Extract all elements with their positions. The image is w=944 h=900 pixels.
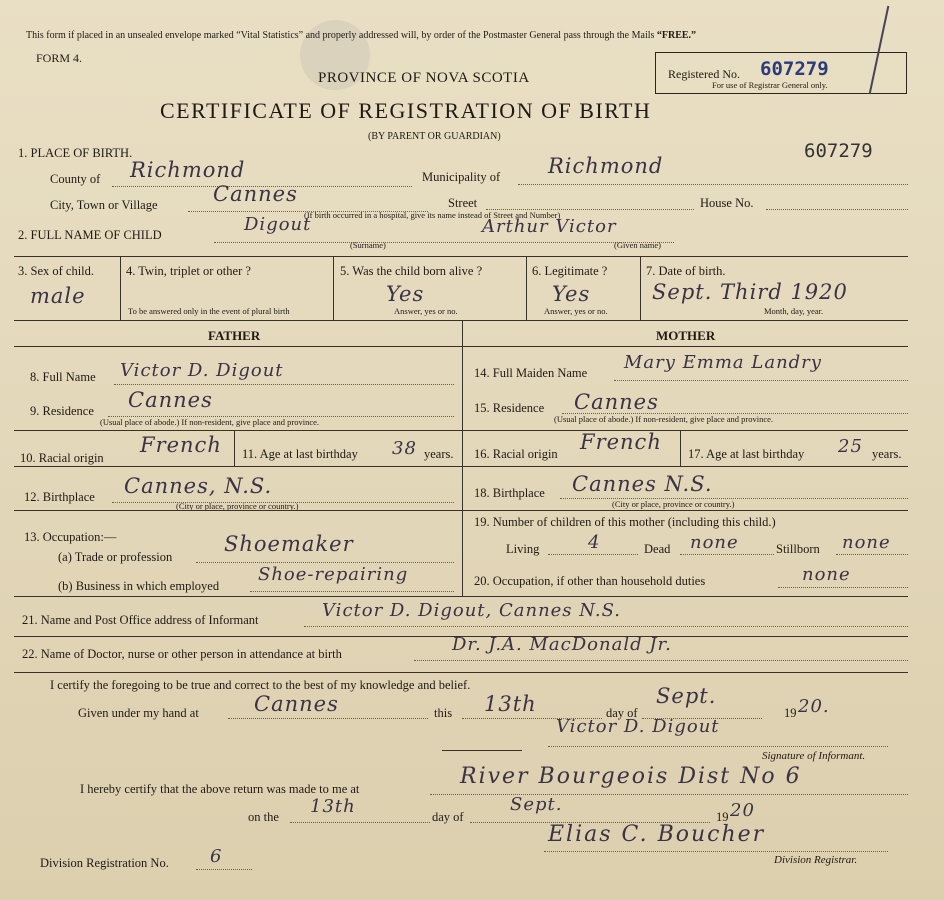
- living-label: Living: [506, 542, 540, 556]
- registered-number: 607279: [760, 58, 829, 80]
- doctor-label: 22. Name of Doctor, nurse or other person in attendance at birth: [22, 647, 342, 661]
- sex-value: male: [30, 284, 86, 308]
- legit-value: Yes: [552, 282, 591, 306]
- on-year-value: 20: [730, 800, 755, 821]
- doctor-value: Dr. J.A. MacDonald Jr.: [452, 634, 672, 655]
- municipality-value: Richmond: [548, 154, 664, 178]
- alive-note: Answer, yes or no.: [394, 306, 458, 316]
- stillborn-value: none: [842, 532, 891, 553]
- mother-birthplace-label: 18. Birthplace: [474, 486, 545, 500]
- certify-statement: I certify the foregoing to be true and correct to the best of my knowledge and belief.: [50, 678, 471, 692]
- father-birthplace: Cannes, N.S.: [124, 474, 273, 498]
- dead-label: Dead: [644, 542, 671, 556]
- mother-occupation-label: 20. Occupation, if other than household duties: [474, 574, 706, 588]
- father-name-label: 8. Full Name: [30, 370, 96, 384]
- province-heading: PROVINCE OF NOVA SCOTIA: [318, 70, 530, 86]
- father-racial: French: [140, 433, 222, 457]
- registrar-signature: Elias C. Boucher: [548, 822, 766, 847]
- mother-age-label: 17. Age at last birthday: [688, 447, 805, 461]
- mother-racial: French: [580, 430, 662, 454]
- given-label: Given under my hand at: [78, 706, 199, 720]
- father-business-label: (b) Business in which employed: [58, 579, 220, 593]
- registered-label: Registered No.: [668, 67, 740, 81]
- mother-age: 25: [838, 436, 863, 457]
- county-label: County of: [50, 172, 101, 186]
- living-value: 4: [588, 532, 601, 553]
- day-value: 13th: [484, 692, 537, 716]
- this-label: this: [434, 706, 453, 720]
- mother-residence-label: 15. Residence: [474, 401, 545, 415]
- on-month-value: Sept.: [510, 794, 563, 815]
- stillborn-label: Stillborn: [776, 542, 820, 556]
- surname-caption: (Surname): [350, 240, 386, 250]
- page-subtitle: (BY PARENT OR GUARDIAN): [368, 131, 501, 142]
- return-place: River Bourgeois Dist No 6: [460, 764, 802, 789]
- year-value: 20.: [798, 696, 830, 717]
- father-birthplace-note: (City or place, province or country.): [176, 501, 299, 511]
- father-years: years.: [424, 447, 454, 461]
- municipality-label: Municipality of: [422, 170, 501, 184]
- alive-label: 5. Was the child born alive ?: [340, 264, 483, 278]
- children-label: 19. Number of children of this mother (including this child.): [474, 515, 776, 529]
- father-heading: FATHER: [208, 328, 261, 343]
- hospital-note: (If birth occurred in a hospital, give its name instead of Street and Number): [304, 210, 561, 220]
- mother-abode-note: (Usual place of abode.) If non-resident, give place and province.: [554, 414, 774, 424]
- sex-label: 3. Sex of child.: [18, 264, 95, 278]
- father-racial-label: 10. Racial origin: [20, 451, 104, 465]
- division-number: 6: [210, 846, 223, 867]
- father-birthplace-label: 12. Birthplace: [24, 490, 95, 504]
- alive-value: Yes: [386, 282, 425, 306]
- mother-years: years.: [872, 447, 902, 461]
- form-number: FORM 4.: [36, 51, 83, 65]
- division-label: Division Registration No.: [40, 856, 169, 870]
- child-surname: Digout: [244, 214, 312, 235]
- street-label: Street: [448, 196, 478, 210]
- twin-note: To be answered only in the event of plural birth: [128, 306, 290, 316]
- father-residence-label: 9. Residence: [30, 404, 94, 418]
- dob-label: 7. Date of birth.: [646, 264, 726, 278]
- father-business: Shoe-repairing: [258, 564, 409, 585]
- mother-residence: Cannes: [574, 390, 659, 414]
- father-age-label: 11. Age at last birthday: [242, 447, 358, 461]
- place-of-birth-label: 1. PLACE OF BIRTH.: [18, 146, 133, 160]
- dob-note: Month, day, year.: [764, 306, 824, 316]
- legit-label: 6. Legitimate ?: [532, 264, 608, 278]
- city-label: City, Town or Village: [50, 198, 158, 212]
- registrar-use-note: For use of Registrar General only.: [712, 80, 828, 90]
- informant-signature-caption: Signature of Informant.: [762, 750, 866, 762]
- twin-label: 4. Twin, triplet or other ?: [126, 264, 251, 278]
- year-prefix: 19: [784, 706, 797, 720]
- father-age: 38: [392, 438, 417, 459]
- page-title: CERTIFICATE OF REGISTRATION OF BIRTH: [160, 98, 652, 123]
- informant-label: 21. Name and Post Office address of Informant: [22, 613, 259, 627]
- mother-racial-label: 16. Racial origin: [474, 447, 558, 461]
- father-name: Victor D. Digout: [120, 360, 284, 381]
- father-trade: Shoemaker: [224, 532, 354, 556]
- father-residence: Cannes: [128, 388, 213, 412]
- month-value: Sept.: [656, 684, 717, 708]
- given-place: Cannes: [254, 692, 339, 716]
- stamped-number: 607279: [804, 140, 873, 162]
- city-value: Cannes: [213, 182, 298, 206]
- mother-occupation: none: [802, 564, 851, 585]
- return-label: I hereby certify that the above return was made to me at: [80, 782, 360, 796]
- house-label: House No.: [700, 196, 754, 210]
- mother-name-label: 14. Full Maiden Name: [474, 366, 588, 380]
- child-name-label: 2. FULL NAME OF CHILD: [18, 228, 162, 242]
- mother-name: Mary Emma Landry: [624, 352, 822, 373]
- postal-notice: This form if placed in an unsealed envelope marked “Vital Statistics” and properly addressed will, by order of the Postmaster General pass through the Mails “FREE.”: [26, 30, 697, 41]
- county-value: Richmond: [130, 158, 246, 182]
- child-given-name: Arthur Victor: [482, 216, 617, 237]
- mother-birthplace-note: (City or place, province or country.): [612, 499, 735, 509]
- day-of-label: day of: [606, 706, 638, 720]
- dead-value: none: [690, 532, 739, 553]
- father-occupation-label: 13. Occupation:—: [24, 530, 117, 544]
- given-caption: (Given name): [614, 240, 661, 250]
- registrar-caption: Division Registrar.: [774, 854, 858, 866]
- on-day-of-label: day of: [432, 810, 464, 824]
- father-abode-note: (Usual place of abode.) If non-resident, give place and province.: [100, 417, 320, 427]
- mother-birthplace: Cannes N.S.: [572, 472, 713, 496]
- on-year-prefix: 19: [716, 810, 729, 824]
- father-trade-label: (a) Trade or profession: [58, 550, 173, 564]
- on-the-label: on the: [248, 810, 279, 824]
- informant-value: Victor D. Digout, Cannes N.S.: [322, 600, 621, 621]
- on-day-value: 13th: [310, 796, 356, 817]
- informant-signature: Victor D. Digout: [556, 716, 720, 737]
- legit-note: Answer, yes or no.: [544, 306, 608, 316]
- dob-value: Sept. Third 1920: [652, 280, 848, 304]
- mother-heading: MOTHER: [656, 328, 716, 343]
